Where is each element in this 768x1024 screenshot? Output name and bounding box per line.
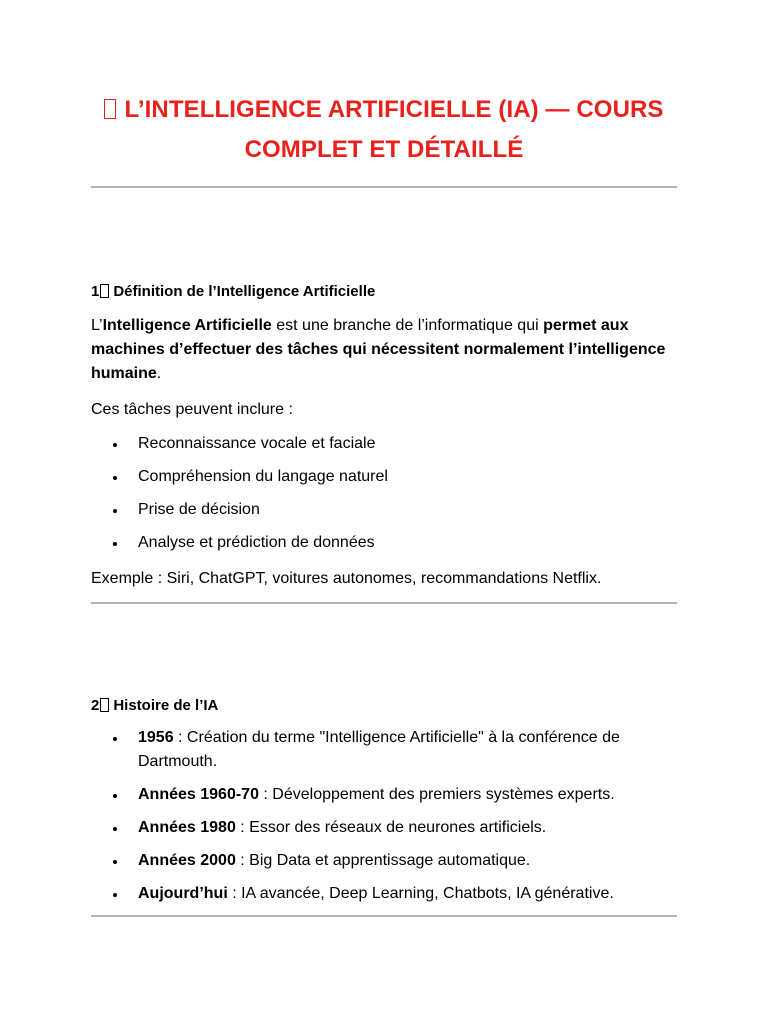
definition-text-3: . xyxy=(156,365,162,382)
bullet-icon xyxy=(113,794,117,798)
divider-title xyxy=(91,186,677,188)
section-2-heading-text: Histoire de l’IA xyxy=(113,697,219,714)
section-1-heading xyxy=(91,282,677,302)
task-text: Analyse et prédiction de données xyxy=(138,534,375,551)
missing-glyph-icon xyxy=(104,99,116,119)
divider-section-2 xyxy=(91,915,677,917)
list-item xyxy=(91,432,677,456)
document-title xyxy=(91,90,677,170)
event-label: Années 1980 xyxy=(138,819,236,836)
section-1-heading-text: Définition de l’Intelligence Artificielle xyxy=(113,283,376,300)
title-line-1: L’INTELLIGENCE ARTIFICIELLE (IA) — COURS xyxy=(124,96,664,123)
event-text: : Création du terme "Intelligence Artificielle" à la conférence de Dartmouth. xyxy=(138,729,620,770)
missing-glyph-icon xyxy=(100,284,109,298)
event-text: : Développement des premiers systèmes experts. xyxy=(258,786,615,803)
event-label: 1956 xyxy=(138,729,174,746)
definition-bold-term: Intelligence Artificielle xyxy=(102,317,272,334)
list-item xyxy=(91,882,677,906)
title-line-2: COMPLET ET DÉTAILLÉ xyxy=(244,136,524,163)
task-text: Compréhension du langage naturel xyxy=(138,468,388,485)
section-1-number: 1 xyxy=(91,283,100,300)
list-item xyxy=(91,726,677,774)
example-paragraph: Exemple : Siri, ChatGPT, voitures autonomes, recommandations Netflix. xyxy=(91,570,602,587)
missing-glyph-icon xyxy=(100,698,109,712)
history-list xyxy=(91,726,677,906)
bullet-icon xyxy=(113,860,117,864)
list-item xyxy=(91,849,677,873)
bullet-icon xyxy=(113,542,117,546)
task-text: Prise de décision xyxy=(138,501,260,518)
list-item xyxy=(91,783,677,807)
event-text: : Essor des réseaux de neurones artificiels. xyxy=(235,819,547,836)
list-item xyxy=(91,465,677,489)
definition-paragraph xyxy=(91,314,677,386)
document-page xyxy=(91,0,677,917)
event-label: Années 1960-70 xyxy=(138,786,259,803)
section-2-heading xyxy=(91,696,677,716)
list-item xyxy=(91,816,677,840)
definition-bold-phrase: permet aux machines d’effectuer des tâches qui nécessitent normalement l’intelligence humaine xyxy=(91,317,666,382)
definition-text-1: L’ xyxy=(91,317,103,334)
bullet-icon xyxy=(113,509,117,513)
definition-text-2: est une branche de l’informatique qui xyxy=(271,317,544,334)
task-text: Reconnaissance vocale et faciale xyxy=(138,435,376,452)
list-item xyxy=(91,531,677,555)
tasks-list xyxy=(91,432,677,555)
bullet-icon xyxy=(113,443,117,447)
event-label: Aujourd’hui xyxy=(138,885,228,902)
divider-section-1 xyxy=(91,602,677,604)
list-item xyxy=(91,498,677,522)
bullet-icon xyxy=(113,476,117,480)
tasks-intro: Ces tâches peuvent inclure : xyxy=(91,401,293,418)
bullet-icon xyxy=(113,893,117,897)
event-text: : Big Data et apprentissage automatique. xyxy=(235,852,531,869)
bullet-icon xyxy=(113,737,117,741)
bullet-icon xyxy=(113,827,117,831)
section-2-number: 2 xyxy=(91,697,100,714)
event-label: Années 2000 xyxy=(138,852,236,869)
event-text: : IA avancée, Deep Learning, Chatbots, IA générative. xyxy=(227,885,614,902)
